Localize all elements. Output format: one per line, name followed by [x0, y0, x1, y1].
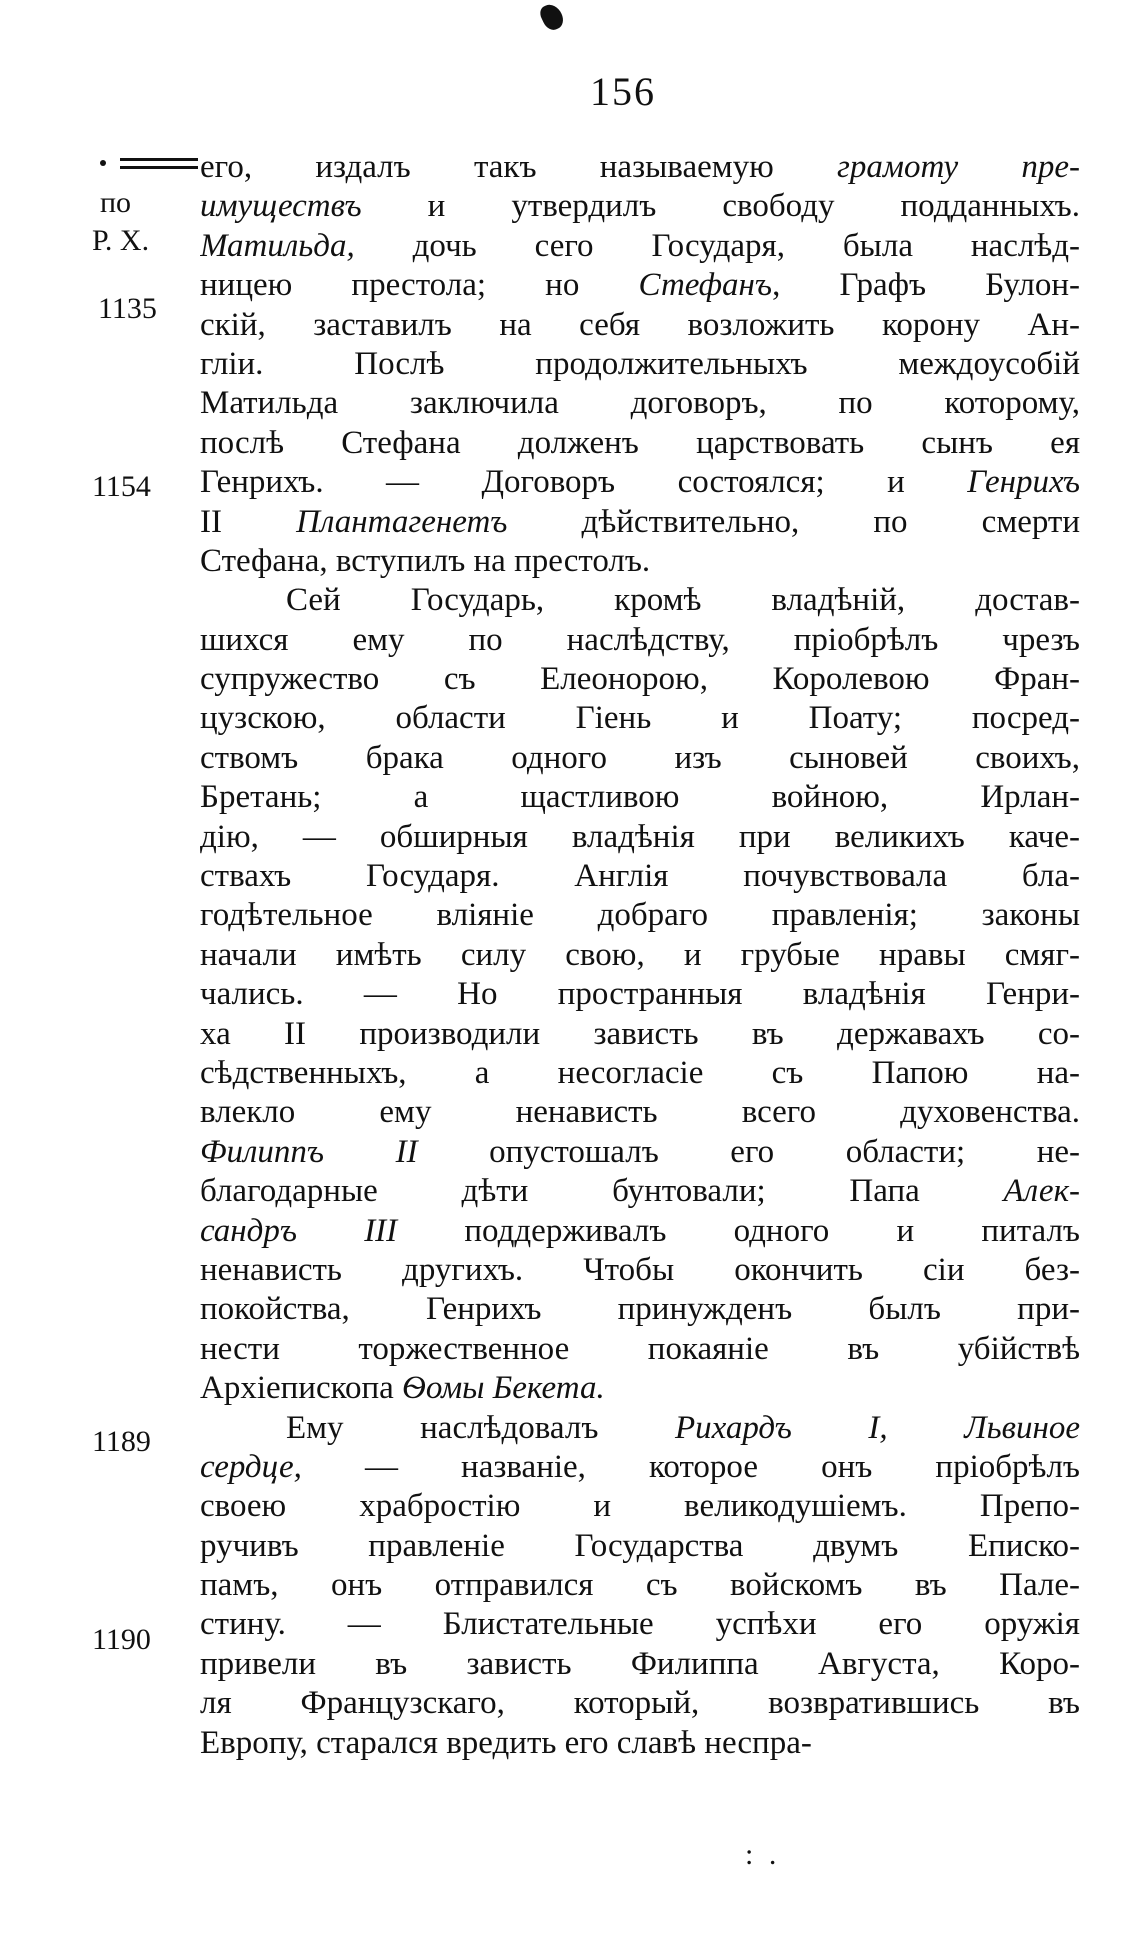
- text-line: [200, 1448, 1080, 1487]
- margin-notes: [0, 0, 200, 1938]
- text-line: [200, 1487, 1080, 1526]
- text-segment: цузскою, области Гіень и Поату; посред-: [200, 700, 1080, 737]
- text-line: [200, 542, 1080, 581]
- text-line: [200, 1133, 1080, 1172]
- bottom-marks: : .: [745, 1838, 781, 1871]
- text-line: [200, 1172, 1080, 1211]
- text-segment: ненависть другихъ. Чтобы окончить сіи без-: [200, 1251, 1080, 1288]
- text-segment: послѣ Стефана долженъ царствовать сынъ ея: [200, 424, 1080, 461]
- italic-text-segment: Матильда,: [200, 227, 355, 264]
- text-segment: ручивъ правленіе Государства двумъ Еписко-: [200, 1527, 1080, 1564]
- text-line: [200, 699, 1080, 738]
- text-segment: влекло ему ненависть всего духовенства.: [200, 1094, 1080, 1131]
- text-segment: дочь сего Государя, была наслѣд-: [354, 227, 1080, 264]
- text-line: [200, 1724, 1080, 1763]
- italic-text-segment: Филиппъ II: [200, 1133, 418, 1170]
- text-line: [200, 266, 1080, 305]
- text-segment: годѣтельное вліяніе добраго правленія; законы: [200, 897, 1080, 934]
- text-segment: Стефана, вступилъ на престолъ.: [200, 542, 651, 579]
- text-line: [200, 1093, 1080, 1132]
- text-segment: Сей Государь, кромѣ владѣній, достав-: [286, 582, 1080, 619]
- margin-note-year-1190: 1190: [92, 1623, 151, 1656]
- text-segment: привели въ зависть Филиппа Августа, Коро-: [200, 1645, 1080, 1682]
- text-segment: его, издалъ такъ называемую: [200, 149, 838, 185]
- text-line: [200, 227, 1080, 266]
- text-segment: благодарные дѣти бунтовали; Папа: [200, 1173, 1004, 1210]
- text-segment: скій, заставилъ на себя возложить корону Ан-: [200, 306, 1080, 343]
- text-line: [200, 975, 1080, 1014]
- text-segment: гліи. Послѣ продолжительныхъ междоусобій: [200, 345, 1080, 382]
- italic-text-segment: Рихардъ I, Львиное: [675, 1409, 1080, 1446]
- text-segment: Ему наслѣдовалъ: [286, 1409, 675, 1446]
- text-segment: Европу, старался вредить его славѣ неспра-: [200, 1724, 812, 1761]
- text-segment: ствомъ брака одного изъ сыновей своихъ,: [200, 739, 1080, 776]
- text-segment: чались. — Но пространныя владѣнія Генри-: [200, 976, 1080, 1013]
- text-line: [200, 818, 1080, 857]
- text-line: [200, 778, 1080, 817]
- text-line: [200, 621, 1080, 660]
- text-line: [200, 1645, 1080, 1684]
- italic-text-segment: Ѳомы Бекета.: [402, 1370, 605, 1407]
- italic-text-segment: сандръ III: [200, 1212, 398, 1249]
- margin-note-year-1189: 1189: [92, 1425, 151, 1458]
- text-line: [200, 148, 1080, 187]
- margin-note-year-1135: 1135: [98, 292, 157, 325]
- text-segment: ха II производили зависть въ державахъ со-: [200, 1015, 1080, 1052]
- text-segment: шихся ему по наслѣдству, пріобрѣлъ чрезъ: [200, 621, 1080, 658]
- italic-text-segment: Алек-: [1003, 1173, 1080, 1210]
- text-segment: поддерживалъ одного и питалъ: [397, 1212, 1080, 1249]
- page-number: [590, 68, 656, 115]
- text-line: [200, 739, 1080, 778]
- page-number-text: 156: [590, 69, 656, 114]
- margin-note-year-1154: 1154: [92, 470, 151, 503]
- text-line: [200, 857, 1080, 896]
- ink-blot: [537, 1, 566, 33]
- text-line: [200, 1290, 1080, 1329]
- text-segment: супружество съ Елеонорою, Королевою Фран-: [200, 661, 1080, 698]
- text-line: [200, 1330, 1080, 1369]
- text-line: [200, 1369, 1080, 1408]
- text-line: [200, 503, 1080, 542]
- text-line: [200, 1015, 1080, 1054]
- text-line: [200, 1409, 1080, 1448]
- text-line: [200, 306, 1080, 345]
- text-line: [200, 1054, 1080, 1093]
- text-line: [200, 463, 1080, 502]
- text-segment: Архіепископа: [200, 1370, 403, 1407]
- text-segment: ницею престола; но: [200, 267, 639, 304]
- text-line: [200, 424, 1080, 463]
- text-segment: — названіе, которое онъ пріобрѣлъ: [301, 1448, 1080, 1485]
- text-line: [200, 581, 1080, 620]
- text-segment: ствахъ Государя. Англія почувствовала бла-: [200, 858, 1080, 895]
- margin-note-rx: Р. Х.: [92, 224, 150, 257]
- text-line: [200, 1684, 1080, 1723]
- body-text: [200, 148, 1080, 1763]
- text-line: [200, 345, 1080, 384]
- text-segment: стину. — Блистательные успѣхи его оружія: [200, 1606, 1080, 1643]
- text-line: [200, 1212, 1080, 1251]
- text-segment: сѣдственныхъ, а несогласіе съ Папою на-: [200, 1054, 1080, 1091]
- text-line: [200, 936, 1080, 975]
- italic-text-segment: сердце,: [200, 1448, 302, 1485]
- text-line: [200, 660, 1080, 699]
- text-line: [200, 187, 1080, 226]
- text-segment: памъ, онъ отправился съ войскомъ въ Пале-: [200, 1567, 1080, 1604]
- text-segment: Генрихъ. — Договоръ состоялся; и: [200, 464, 968, 501]
- margin-note-po: по: [100, 186, 132, 219]
- text-segment: , Графъ Булон-: [772, 267, 1080, 304]
- text-line: [200, 384, 1080, 423]
- text-segment: начали имѣть силу свою, и грубые нравы смяг-: [200, 936, 1080, 973]
- text-segment: дѣйствительно, по смерти: [507, 503, 1080, 540]
- italic-text-segment: Генрихъ: [967, 464, 1080, 501]
- text-line: [200, 1527, 1080, 1566]
- italic-text-segment: имуществъ: [200, 188, 362, 225]
- text-segment: опустошалъ его области; не-: [417, 1133, 1080, 1170]
- text-segment: Матильда заключила договоръ, по которому,: [200, 385, 1080, 422]
- italic-text-segment: Стефанъ: [638, 267, 773, 304]
- text-segment: нести торжественное покаяніе въ убійствѣ: [200, 1330, 1080, 1367]
- italic-text-segment: Плантагенетъ: [296, 503, 508, 540]
- text-line: [200, 1251, 1080, 1290]
- text-segment: своею храбростію и великодушіемъ. Препо-: [200, 1488, 1080, 1525]
- text-line: [200, 896, 1080, 935]
- text-line: [200, 1605, 1080, 1644]
- text-segment: II: [200, 503, 297, 540]
- text-segment: дію, — обширныя владѣнія при великихъ каче-: [200, 818, 1080, 855]
- text-segment: Бретань; а щастливою войною, Ирлан-: [200, 779, 1080, 816]
- text-line: [200, 1566, 1080, 1605]
- italic-text-segment: грамоту пре-: [837, 149, 1080, 185]
- text-segment: покойства, Генрихъ принужденъ былъ при-: [200, 1291, 1080, 1328]
- text-segment: и утвердилъ свободу подданныхъ.: [361, 188, 1080, 225]
- text-segment: ля Французскаго, который, возвратившись въ: [200, 1685, 1080, 1722]
